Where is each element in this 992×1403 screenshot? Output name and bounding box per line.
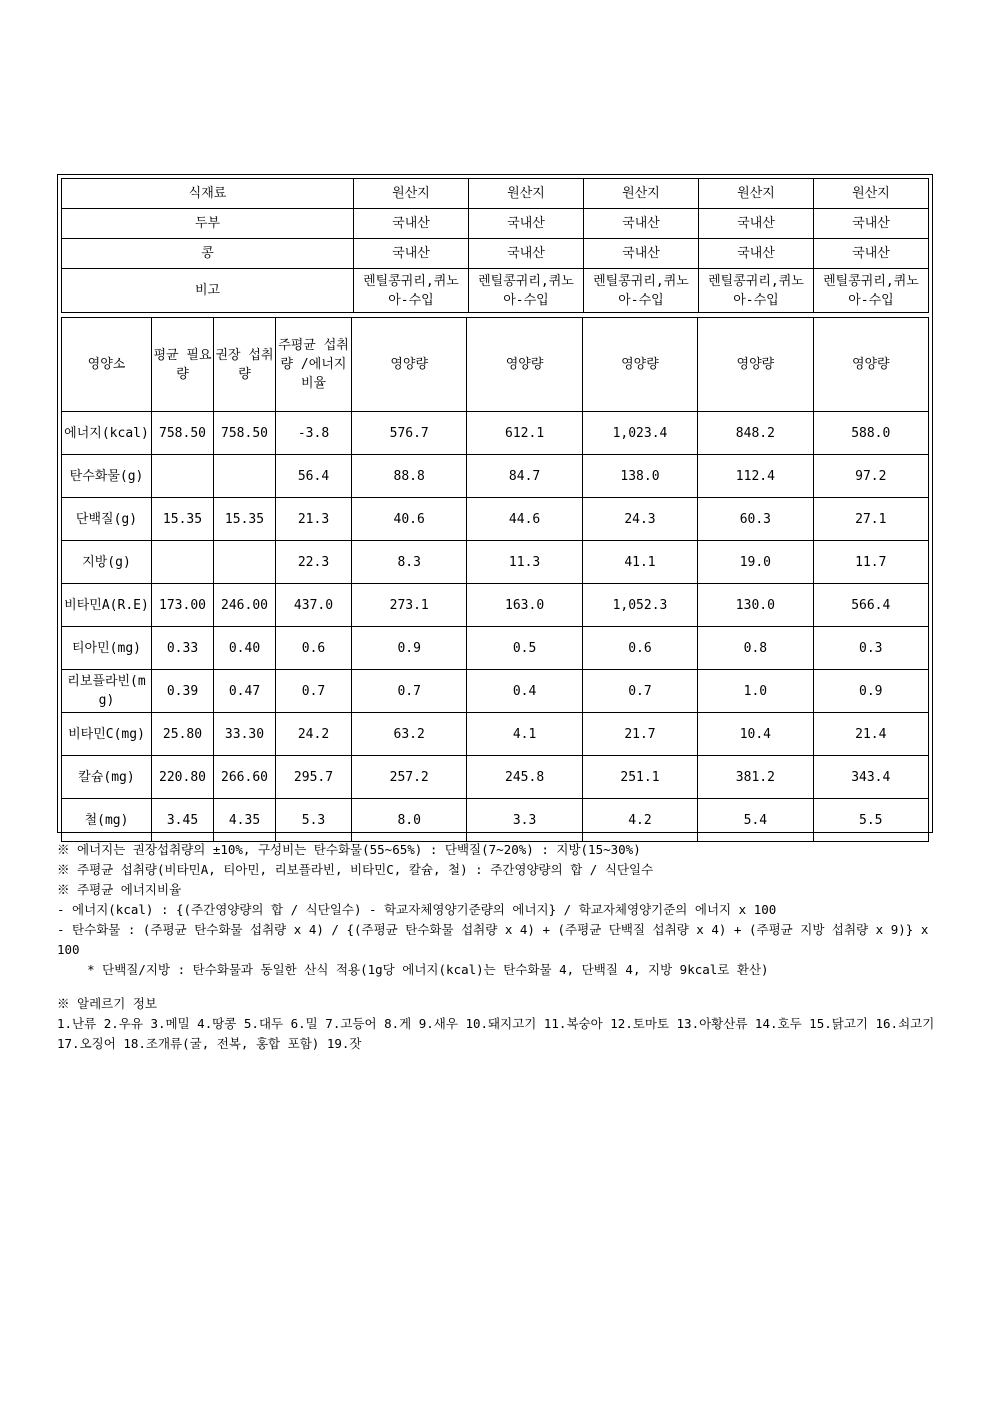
weekly-intake-note: ※ 주평균 섭취량(비타민A, 티아민, 리보플라빈, 비타민C, 칼슘, 철) : 주간영양량의 합 / 식단일수 — [57, 862, 654, 877]
table-row — [62, 670, 929, 713]
remark-cell: 렌틸콩귀리,퀴노아-수입 — [699, 269, 814, 313]
nutrient-value: 21.4 — [813, 713, 928, 756]
origin-cell: 국내산 — [469, 239, 584, 269]
nutrient-value: 0.7 — [352, 670, 467, 713]
nutrient-name: 지방(g) — [62, 541, 152, 584]
nutrient-value: 8.3 — [352, 541, 467, 584]
avg-requirement — [152, 541, 214, 584]
table-row — [62, 627, 929, 670]
nutrient-value: 11.3 — [467, 541, 582, 584]
weekly-intake: 21.3 — [276, 498, 352, 541]
nutrient-value: 273.1 — [352, 584, 467, 627]
recommended-intake: 15.35 — [214, 498, 276, 541]
origin-cell: 국내산 — [584, 209, 699, 239]
remark-cell: 렌틸콩귀리,퀴노아-수입 — [814, 269, 929, 313]
recommended-intake: 0.40 — [214, 627, 276, 670]
energy-note: ※ 에너지는 권장섭취량의 ±10%, 구성비는 탄수화물(55~65%) : 단백질(7~20%) : 지방(15~30%) — [57, 842, 641, 857]
origin-col-header: 원산지 — [469, 179, 584, 209]
origin-cell: 국내산 — [814, 209, 929, 239]
nutrient-value: 1.0 — [698, 670, 813, 713]
avg-requirement — [152, 455, 214, 498]
origin-cell: 국내산 — [814, 239, 929, 269]
remark-label: 비고 — [62, 269, 354, 313]
nutrient-value: 130.0 — [698, 584, 813, 627]
remark-cell: 렌틸콩귀리,퀴노아-수입 — [584, 269, 699, 313]
nutrient-value: 245.8 — [467, 756, 582, 799]
avg-requirement: 0.33 — [152, 627, 214, 670]
ingredient-name: 콩 — [62, 239, 354, 269]
nutrient-value: 5.4 — [698, 799, 813, 842]
origin-row-remark — [62, 269, 929, 313]
table-row — [62, 756, 929, 799]
avg-requirement: 758.50 — [152, 412, 214, 455]
protein-fat-note: * 단백질/지방 : 탄수화물과 동일한 산식 적용(1g당 에너지(kcal)는 탄수화물 4, 단백질 4, 지방 9kcal로 환산) — [57, 962, 769, 977]
nutrient-header: 영양소 — [62, 318, 152, 412]
nutrient-name: 티아민(mg) — [62, 627, 152, 670]
nutrient-value: 0.5 — [467, 627, 582, 670]
origin-cell: 국내산 — [699, 209, 814, 239]
recommended-intake: 758.50 — [214, 412, 276, 455]
nutrient-amount-header: 영양량 — [813, 318, 928, 412]
table-row — [62, 498, 929, 541]
avg-requirement: 173.00 — [152, 584, 214, 627]
nutrient-value: 138.0 — [582, 455, 697, 498]
nutrient-value: 41.1 — [582, 541, 697, 584]
nutrient-value: 848.2 — [698, 412, 813, 455]
remark-cell: 렌틸콩귀리,퀴노아-수입 — [469, 269, 584, 313]
nutrient-value: 24.3 — [582, 498, 697, 541]
nutrient-value: 3.3 — [467, 799, 582, 842]
nutrient-value: 588.0 — [813, 412, 928, 455]
carb-formula: - 탄수화물 : (주평균 탄수화물 섭취량 x 4) / {(주평균 탄수화물 섭취량 x 4) + (주평균 단백질 섭취량 x 4) + (주평균 지방 섭취량 x 9)} x 100 — [57, 922, 929, 957]
origin-col-header: 원산지 — [814, 179, 929, 209]
nutrient-value: 40.6 — [352, 498, 467, 541]
nutrient-value: 0.4 — [467, 670, 582, 713]
nutrient-value: 257.2 — [352, 756, 467, 799]
nutrient-amount-header: 영양량 — [352, 318, 467, 412]
ingredient-header: 식재료 — [62, 179, 354, 209]
nutrient-value: 0.9 — [352, 627, 467, 670]
recommended-intake: 0.47 — [214, 670, 276, 713]
origin-cell: 국내산 — [584, 239, 699, 269]
weekly-intake: 56.4 — [276, 455, 352, 498]
nutrient-value: 612.1 — [467, 412, 582, 455]
origin-col-header: 원산지 — [584, 179, 699, 209]
avg-requirement: 220.80 — [152, 756, 214, 799]
nutrient-value: 381.2 — [698, 756, 813, 799]
recommended-intake: 33.30 — [214, 713, 276, 756]
nutrient-value: 163.0 — [467, 584, 582, 627]
notes-section — [57, 840, 937, 1054]
menu-table-frame — [57, 174, 933, 833]
energy-formula: - 에너지(kcal) : {(주간영양량의 합 / 식단일수) - 학교자체영양기준량의 에너지} / 학교자체영양기준의 에너지 x 100 — [57, 902, 777, 917]
avg-requirement: 25.80 — [152, 713, 214, 756]
recommended-intake: 4.35 — [214, 799, 276, 842]
nutrient-value: 84.7 — [467, 455, 582, 498]
avg-requirement: 15.35 — [152, 498, 214, 541]
weekly-intake: 22.3 — [276, 541, 352, 584]
recommended-intake-header: 권장 섭취량 — [214, 318, 276, 412]
origin-table — [61, 178, 929, 313]
weekly-intake: 24.2 — [276, 713, 352, 756]
nutrient-value: 11.7 — [813, 541, 928, 584]
origin-col-header: 원산지 — [354, 179, 469, 209]
nutrient-amount-header: 영양량 — [698, 318, 813, 412]
nutrient-value: 1,052.3 — [582, 584, 697, 627]
nutrient-value: 27.1 — [813, 498, 928, 541]
weekly-intake: 437.0 — [276, 584, 352, 627]
nutrient-value: 4.2 — [582, 799, 697, 842]
nutrient-value: 566.4 — [813, 584, 928, 627]
table-row — [62, 455, 929, 498]
weekly-intake: 0.6 — [276, 627, 352, 670]
table-row — [62, 541, 929, 584]
avg-requirement: 0.39 — [152, 670, 214, 713]
nutrient-value: 5.5 — [813, 799, 928, 842]
recommended-intake: 266.60 — [214, 756, 276, 799]
ingredient-name: 두부 — [62, 209, 354, 239]
remark-cell: 렌틸콩귀리,퀴노아-수입 — [354, 269, 469, 313]
nutrient-value: 0.8 — [698, 627, 813, 670]
weekly-intake: 5.3 — [276, 799, 352, 842]
nutrient-value: 88.8 — [352, 455, 467, 498]
nutrient-name: 에너지(kcal) — [62, 412, 152, 455]
weekly-intake: 0.7 — [276, 670, 352, 713]
nutrient-value: 251.1 — [582, 756, 697, 799]
nutrient-value: 44.6 — [467, 498, 582, 541]
nutrient-amount-header: 영양량 — [467, 318, 582, 412]
nutrient-value: 10.4 — [698, 713, 813, 756]
nutrient-value: 0.7 — [582, 670, 697, 713]
nutrient-value: 21.7 — [582, 713, 697, 756]
origin-header-row — [62, 179, 929, 209]
nutrient-value: 60.3 — [698, 498, 813, 541]
menu-table-inner — [61, 178, 929, 829]
nutrient-value: 1,023.4 — [582, 412, 697, 455]
origin-cell: 국내산 — [469, 209, 584, 239]
recommended-intake — [214, 455, 276, 498]
spacer — [57, 980, 937, 994]
origin-row-tofu — [62, 209, 929, 239]
nutrient-value: 63.2 — [352, 713, 467, 756]
nutrient-value: 576.7 — [352, 412, 467, 455]
table-row — [62, 412, 929, 455]
weekly-intake: 295.7 — [276, 756, 352, 799]
allergy-title: ※ 알레르기 정보 — [57, 996, 158, 1011]
origin-row-bean — [62, 239, 929, 269]
nutrient-value: 0.9 — [813, 670, 928, 713]
nutrient-value: 0.3 — [813, 627, 928, 670]
nutrient-value: 97.2 — [813, 455, 928, 498]
nutrient-name: 단백질(g) — [62, 498, 152, 541]
recommended-intake: 246.00 — [214, 584, 276, 627]
allergy-list: 1.난류 2.우유 3.메밀 4.땅콩 5.대두 6.밀 7.고등어 8.게 9.새우 10.돼지고기 11.복숭아 12.토마토 13.아황산류 14.호두 15.닭고기 16.쇠고기 17.오징어 18.조개류(굴, 전복, 홍합 포함) 19.잣 — [57, 1016, 935, 1051]
origin-col-header: 원산지 — [699, 179, 814, 209]
nutrient-value: 0.6 — [582, 627, 697, 670]
nutrition-table — [61, 317, 929, 842]
nutrient-value: 8.0 — [352, 799, 467, 842]
weekly-intake: -3.8 — [276, 412, 352, 455]
table-row — [62, 584, 929, 627]
nutrient-name: 탄수화물(g) — [62, 455, 152, 498]
nutrient-name: 비타민C(mg) — [62, 713, 152, 756]
origin-cell: 국내산 — [699, 239, 814, 269]
origin-cell: 국내산 — [354, 209, 469, 239]
avg-requirement-header: 평균 필요량 — [152, 318, 214, 412]
nutrient-value: 343.4 — [813, 756, 928, 799]
table-row — [62, 713, 929, 756]
nutrient-name: 리보플라빈(mg) — [62, 670, 152, 713]
nutrient-value: 112.4 — [698, 455, 813, 498]
avg-requirement: 3.45 — [152, 799, 214, 842]
nutrient-name: 칼슘(mg) — [62, 756, 152, 799]
energy-ratio-title: ※ 주평균 에너지비율 — [57, 882, 182, 897]
nutrient-amount-header: 영양량 — [582, 318, 697, 412]
recommended-intake — [214, 541, 276, 584]
nutrient-value: 19.0 — [698, 541, 813, 584]
origin-cell: 국내산 — [354, 239, 469, 269]
nutrient-name: 비타민A(R.E) — [62, 584, 152, 627]
table-row — [62, 799, 929, 842]
nutrient-name: 철(mg) — [62, 799, 152, 842]
weekly-intake-header: 주평균 섭취량 /에너지 비율 — [276, 318, 352, 412]
nutrition-header-row — [62, 318, 929, 412]
nutrient-value: 4.1 — [467, 713, 582, 756]
